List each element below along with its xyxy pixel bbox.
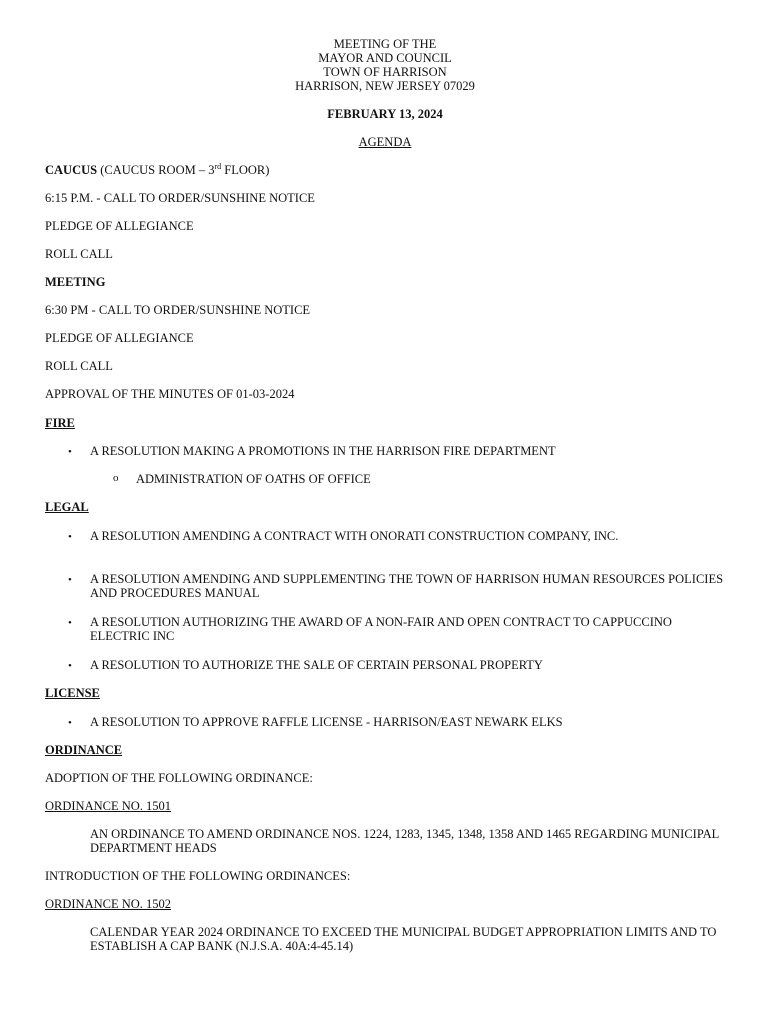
fire-subitem: ADMINISTRATION OF OATHS OF OFFICE [136,472,371,486]
agenda-title: AGENDA [358,135,412,149]
caucus-item: ROLL CALL [45,247,113,261]
adoption-intro: ADOPTION OF THE FOLLOWING ORDINANCE: [45,771,313,785]
meeting-item: APPROVAL OF THE MINUTES OF 01-03-2024 [45,387,295,401]
legal-item: A RESOLUTION AMENDING A CONTRACT WITH ONORATI CONSTRUCTION COMPANY, INC. [90,529,619,543]
legal-item: A RESOLUTION AUTHORIZING THE AWARD OF A NON-FAIR AND OPEN CONTRACT TO CAPPUCCINO ELECTRIC INC [90,615,672,643]
header-line-4: HARRISON, NEW JERSEY 07029 [295,79,475,93]
legal-heading: LEGAL [45,500,89,514]
caucus-location: (CAUCUS ROOM – 3rd FLOOR) [100,161,270,177]
meeting-item: PLEDGE OF ALLEGIANCE [45,331,194,345]
document-header [0,37,770,93]
fire-heading: FIRE [45,416,75,430]
bullet-icon: • [68,446,72,458]
ordinance-heading: ORDINANCE [45,743,123,757]
caucus-label: CAUCUS [45,163,98,177]
circle-bullet-icon: o [113,472,119,484]
ordinance-number-1501: ORDINANCE NO. 1501 [45,799,172,813]
introduction-intro: INTRODUCTION OF THE FOLLOWING ORDINANCES: [45,869,351,883]
bullet-icon: • [68,531,72,543]
header-line-3: TOWN OF HARRISON [323,65,447,79]
header-line-1: MEETING OF THE [333,37,437,51]
license-item: A RESOLUTION TO APPROVE RAFFLE LICENSE - HARRISON/EAST NEWARK ELKS [90,715,563,729]
license-heading: LICENSE [45,686,100,700]
bullet-icon: • [68,617,72,629]
ordinance-text-1501: AN ORDINANCE TO AMEND ORDINANCE NOS. 1224, 1283, 1345, 1348, 1358 AND 1465 REGARDING MUNICIPAL DEPARTMENT HEADS [90,827,719,855]
bullet-icon: • [68,660,72,672]
ordinance-text-1502: CALENDAR YEAR 2024 ORDINANCE TO EXCEED THE MUNICIPAL BUDGET APPROPRIATION LIMITS AND TO ESTABLISH A CAP BANK (N.J.S.A. 40A:4-45.14) [90,925,717,953]
header-line-2: MAYOR AND COUNCIL [318,51,452,65]
legal-item: A RESOLUTION AMENDING AND SUPPLEMENTING THE TOWN OF HARRISON HUMAN RESOURCES POLICIES AND PROCEDURES MANUAL [90,572,724,600]
meeting-item: 6:30 PM - CALL TO ORDER/SUNSHINE NOTICE [45,303,311,317]
meeting-date: FEBRUARY 13, 2024 [327,107,443,121]
caucus-item: PLEDGE OF ALLEGIANCE [45,219,194,233]
bullet-icon: • [68,574,72,586]
ordinance-number-1502: ORDINANCE NO. 1502 [45,897,172,911]
meeting-heading: MEETING [45,275,106,289]
caucus-heading [45,163,269,177]
legal-item: A RESOLUTION TO AUTHORIZE THE SALE OF CERTAIN PERSONAL PROPERTY [90,658,543,672]
caucus-item: 6:15 P.M. - CALL TO ORDER/SUNSHINE NOTICE [45,191,315,205]
meeting-item: ROLL CALL [45,359,113,373]
fire-item: A RESOLUTION MAKING A PROMOTIONS IN THE HARRISON FIRE DEPARTMENT [90,444,556,458]
bullet-icon: • [68,717,72,729]
